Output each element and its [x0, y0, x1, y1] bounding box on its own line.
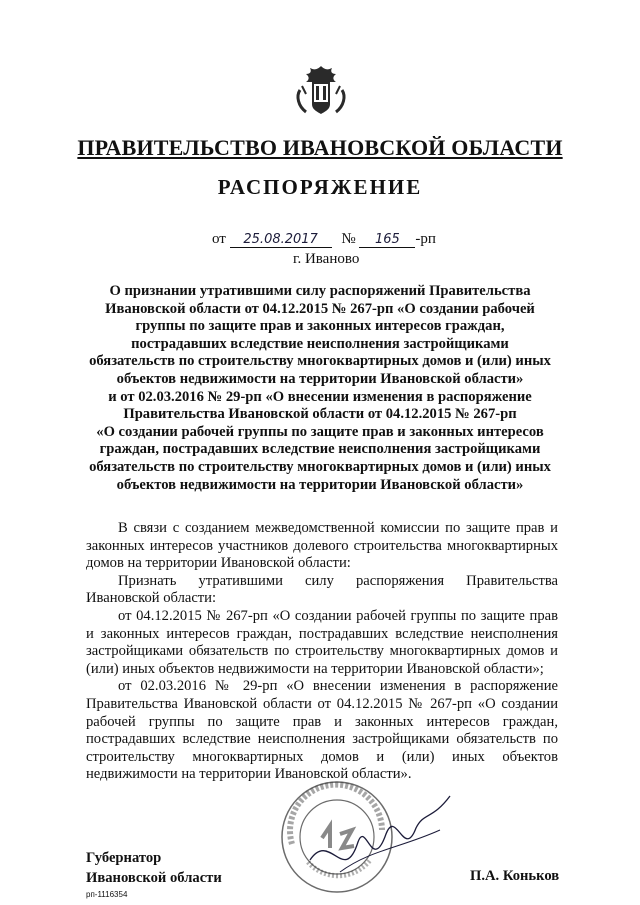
date-prefix: от	[212, 231, 226, 247]
body-paragraph: от 04.12.2015 № 267-рп «О создании рабочей группы по защите прав и законных интересов граждан, пострадавших вследствие неисполнения застройщиками обязательств по строительству многоквартирных домов и (или) иных объектов недвижимости на территории Ивановской области»;	[86, 607, 558, 677]
document-type: РАСПОРЯЖЕНИЕ	[217, 175, 423, 199]
body-paragraph: Признать утратившими силу распоряжения Правительства Ивановской области:	[86, 572, 558, 607]
number-sign: №	[341, 231, 356, 247]
document-number: 165	[359, 232, 415, 248]
date-number-line	[212, 231, 436, 248]
heading-line: обязательств по строительству многоквартирных домов и (или) иных	[89, 458, 551, 475]
city: г. Иваново	[293, 251, 360, 267]
position-line: Ивановской области	[86, 870, 222, 886]
governor-signature	[300, 790, 460, 890]
heading-line: и от 02.03.2016 № 29-рп «О внесении изменения в распоряжение	[108, 388, 532, 405]
heading-line: Ивановской области от 04.12.2015 № 267-рп «О создании рабочей	[105, 300, 535, 317]
number-suffix: -рп	[415, 231, 436, 247]
coat-of-arms-emblem	[292, 60, 350, 118]
heading-line: группы по защите прав и законных интересов граждан,	[135, 318, 505, 335]
heading-line: граждан, пострадавших вследствие неисполнения застройщиками	[99, 441, 541, 458]
document-heading	[80, 283, 560, 494]
signatory-name: П.А. Коньков	[470, 868, 560, 884]
heading-line: обязательств по строительству многоквартирных домов и (или) иных	[89, 353, 551, 370]
heading-line: пострадавших вследствие неисполнения застройщиками	[131, 335, 509, 352]
heading-line: «О создании рабочей группы по защите прав и законных интересов	[96, 423, 544, 440]
heading-line: О признании утратившими силу распоряжений Правительства	[109, 283, 531, 299]
document-body	[86, 520, 558, 784]
document-date: 25.08.2017	[230, 232, 332, 248]
body-paragraph: В связи с созданием межведомственной комиссии по защите прав и законных интересов участников долевого строительства многоквартирных домов на территории Ивановской области:	[86, 520, 558, 572]
heading-line: Правительства Ивановской области от 04.12.2015 № 267-рп	[123, 406, 517, 423]
body-paragraph: от 02.03.2016 № 29-рп «О внесении изменения в распоряжение Правительства Ивановской области от 04.12.2015 № 267-рп «О создании рабочей группы по защите прав и законных интересов граждан, пострадавших вследствие неисполнения застройщиками обязательств по строительству многоквартирных домов и (или) иных объектов недвижимости на территории Ивановской области».	[86, 678, 558, 783]
heading-line: объектов недвижимости на территории Ивановской области»	[116, 370, 524, 387]
signatory-position	[86, 848, 222, 888]
position-line: Губернатор	[86, 850, 162, 866]
organization-title: ПРАВИТЕЛЬСТВО ИВАНОВСКОЙ ОБЛАСТИ	[77, 135, 563, 160]
heading-line: объектов недвижимости на территории Ивановской области»	[116, 476, 524, 493]
registration-number: рп-1116354	[86, 890, 128, 899]
